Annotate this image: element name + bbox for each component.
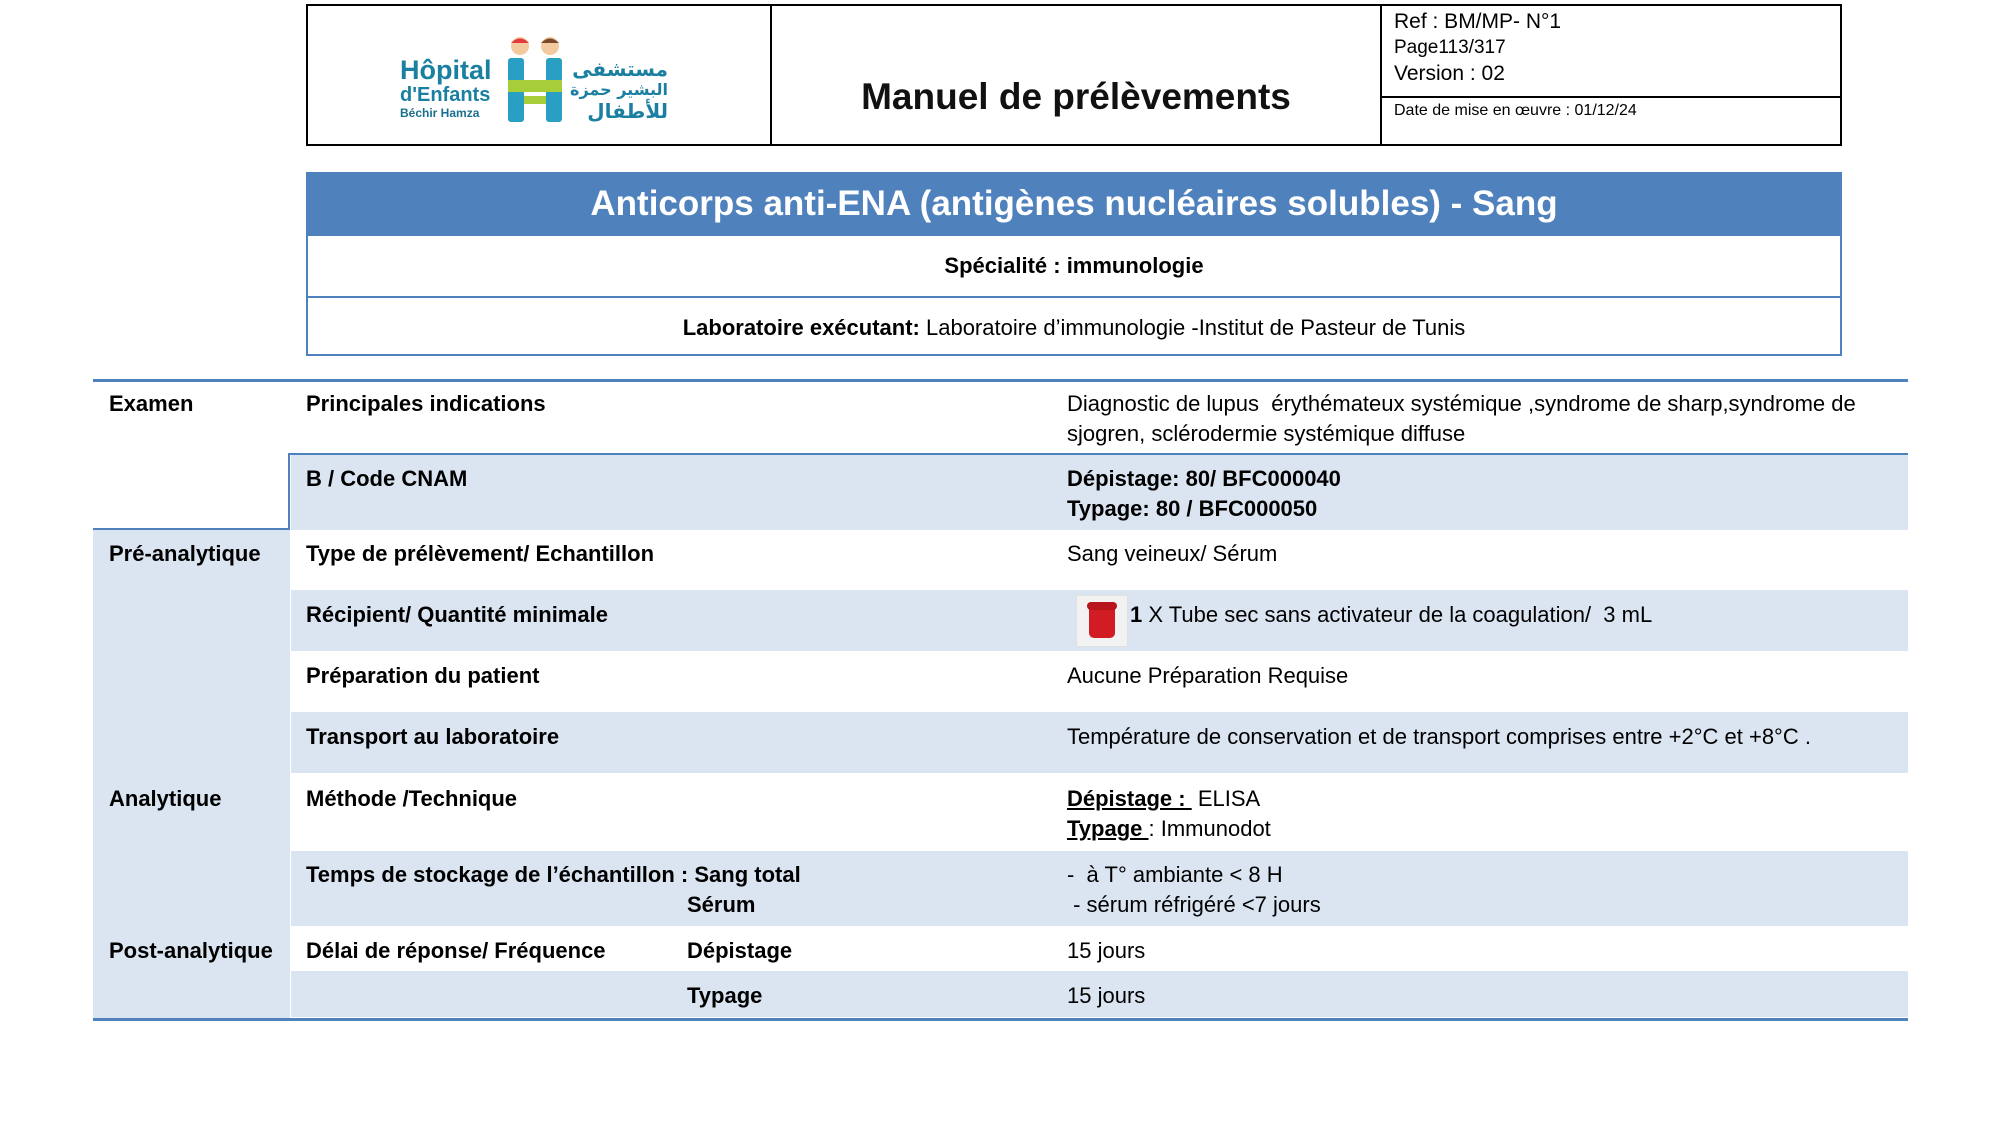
logo-latin-line2: d'Enfants [400,84,491,106]
section-post-analytique: Post-analytique [109,938,273,963]
table-top-border [93,379,1908,382]
stockage-label-serum: Sérum [687,892,756,917]
recipient-value [1130,600,1652,630]
table-bottom-border [93,1018,1908,1021]
section-pre-analytique: Pré-analytique [109,541,261,566]
methode-typage-label: Typage [1067,816,1149,841]
cnam-value-depistage: Dépistage: 80/ BFC000040 [1067,466,1341,491]
stockage-value-2: - sérum réfrigéré <7 jours [1067,892,1321,917]
red-tube-icon [1076,595,1128,647]
pre-analytique-band [93,529,290,929]
exam-panel [306,172,1842,356]
methode-depistage-value: ELISA [1191,786,1261,811]
methode-depistage-label: Dépistage : [1067,786,1192,811]
transport-value: Température de conservation et de transport comprises entre +2°C et +8°C . [1067,724,1811,749]
lab-value: Laboratoire d’immunologie -Institut de Pasteur de Tunis [919,315,1466,340]
type-label: Type de prélèvement/ Echantillon [306,541,655,566]
stockage-value-1: - à T° ambiante < 8 H [1067,862,1283,887]
recipient-label: Récipient/ Quantité minimale [306,602,608,627]
delai-label: Délai de réponse/ Fréquence [306,938,606,963]
recipient-quantity: 1 [1130,602,1143,627]
recipient-text: X Tube sec sans activateur de la coagulation/ 3 mL [1142,602,1653,627]
cnam-label: B / Code CNAM [306,466,468,491]
document-page: Page113/317 [1394,37,1506,58]
document-title: Manuel de prélèvements [772,6,1382,144]
transport-label: Transport au laboratoire [306,724,560,749]
indications-value-line2: sjogren, sclérodermie systémique diffuse [1067,421,1466,446]
methode-label: Méthode /Technique [306,786,518,811]
delai-typage-label: Typage [687,983,763,1008]
delai-depistage-label: Dépistage [687,938,793,963]
examen-bottom-border [93,528,290,530]
cnam-value-typage: Typage: 80 / BFC000050 [1067,496,1318,521]
section-analytique: Analytique [109,786,222,811]
logo-arabic-line3: للأطفال [587,99,669,123]
speciality-row [308,234,1840,296]
logo-latin-line3: Béchir Hamza [400,106,480,120]
logo-arabic-line2: البشير حمزة [570,80,669,99]
document-date: Date de mise en œuvre : 01/12/24 [1394,102,1637,119]
logo-arabic-line1: مستشفى [572,57,669,81]
delai-depistage-value: 15 jours [1067,938,1146,963]
document-header [306,4,1842,146]
section-examen: Examen [109,391,194,416]
prep-value: Aucune Préparation Requise [1067,663,1349,688]
delai-typage-value: 15 jours [1067,983,1146,1008]
methode-typage [1067,814,1271,844]
logo-h-icon [504,34,566,126]
stockage-label: Temps de stockage de l’échantillon : Sang total [306,862,801,887]
hospital-logo [308,6,772,144]
logo-latin-line1: Hôpital [400,55,492,85]
document-ref: Ref : BM/MP- N°1 [1394,10,1562,33]
exam-title: Anticorps anti-ENA (antigènes nucléaires solubles) - Sang [308,174,1840,234]
logo-latin-text [400,56,492,120]
speciality-text: Spécialité : immunologie [944,253,1204,278]
methode-typage-value: : Immunodot [1148,816,1271,841]
cnam-top-border [288,453,1908,455]
indications-value-line1: Diagnostic de lupus érythémateux systémique ,syndrome de sharp,syndrome de [1067,391,1856,416]
lab-label: Laboratoire exécutant: [682,315,920,340]
methode-depistage [1067,784,1260,814]
type-value: Sang veineux/ Sérum [1067,541,1278,566]
document-version: Version : 02 [1394,62,1505,85]
document-meta [1382,6,1840,144]
logo-arabic-text [570,58,668,122]
indications-label: Principales indications [306,391,546,416]
lab-row [308,296,1840,358]
cnam-left-border [288,453,290,530]
prep-label: Préparation du patient [306,663,540,688]
